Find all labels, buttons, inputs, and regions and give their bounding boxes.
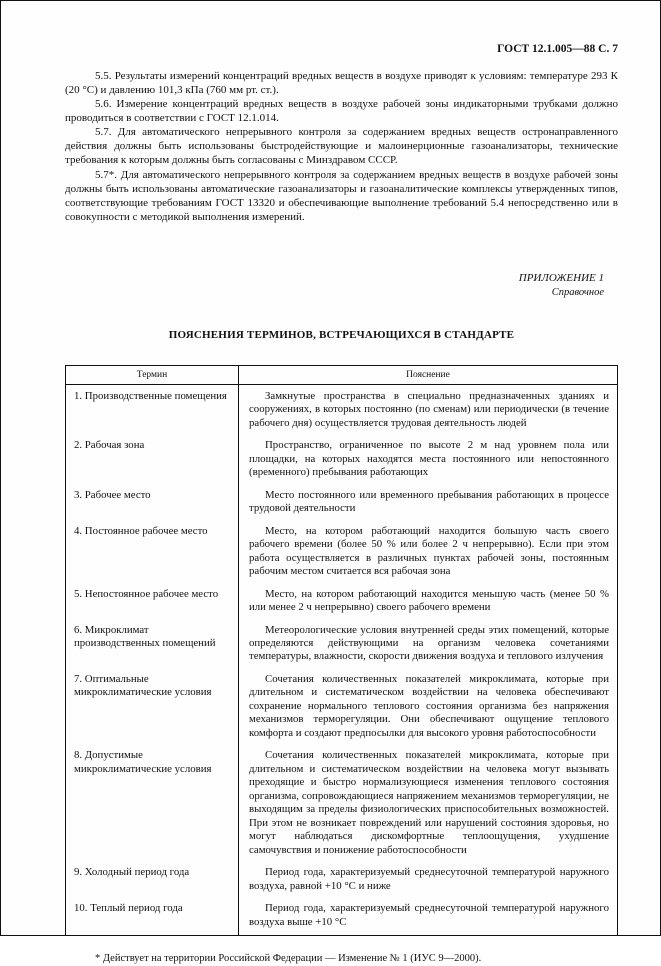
explanation-cell: Период года, характеризуемый среднесуточной температурой наружного воздуха, равной +10 °С и ниже [249, 866, 609, 892]
explanation-cell: Место, на котором работающий находится большую часть своего рабочего времени (более 50 % или более 2 ч непрерывно). Если при этом работа осуществляется в различных пунктах рабочей зоны, постоянным рабочим местом считается вся рабочая зона [249, 524, 609, 578]
table-header-row [66, 365, 618, 384]
appendix-block [65, 272, 618, 299]
table-row [66, 436, 618, 485]
term-cell: 6. Микроклимат производственных помещений [66, 621, 239, 670]
explanation-cell: Замкнутые пространства в специально предназначенных зданиях и сооружениях, в которых постоянно (по сменам) или периодически (в течение рабочего дня) осуществляется трудовая деятельность людей [249, 389, 609, 429]
term-cell: 10. Теплый период года [66, 899, 239, 935]
body-paragraphs [65, 69, 618, 224]
paragraph-5-5: 5.5. Результаты измерений концентраций вредных веществ в воздухе приводят к условиям: температуре 293 К (20 °С) и давлению 101,3 кПа (760 мм рт. ст.). [65, 70, 618, 97]
explanation-cell: Период года, характеризуемый среднесуточной температурой наружного воздуха выше +10 °С [249, 902, 609, 928]
paragraph-5-7a: 5.7*. Для автоматического непрерывного контроля за содержанием вредных веществ в воздухе рабочей зоны должны быть использованы автоматические газоанализаторы и газоаналитические комплексы утвержденных типов, соответствующие требованиям ГОСТ 13320 и обеспечивающие выполнение требований 5.4 непосредственно или в совокупности с методикой выполнения измерений. [65, 168, 618, 223]
explanation-cell: Метеорологические условия внутренней среды этих помещений, которые определяются действующими на организм человека сочетаниями температуры, влажности, скорости движения воздуха и теплового излучения [249, 623, 609, 663]
page-content [1, 1, 660, 966]
table-row [66, 746, 618, 863]
term-cell: 1. Производственные помещения [66, 384, 239, 436]
term-cell: 2. Рабочая зона [66, 436, 239, 485]
explanation-cell: Место, на котором работающий находится меньшую часть (менее 50 % или менее 2 ч непрерывно) своего рабочего времени [249, 587, 609, 614]
term-cell: 4. Постоянное рабочее место [66, 522, 239, 585]
footnote: * Действует на территории Российской Федерации — Изменение № 1 (ИУС 9—2000). [95, 953, 482, 965]
table-row [66, 863, 618, 899]
page-header: ГОСТ 12.1.005—88 С. 7 [497, 43, 618, 55]
table-row [66, 384, 618, 436]
term-cell: 3. Рабочее место [66, 486, 239, 522]
explanation-cell: Сочетания количественных показателей микроклимата, которые при длительном и систематическом воздействии на человека могут вызывать преходящие и быстро нормализующиеся изменения теплового состояния организма, сопровождающиеся напряжением механизмов терморегуляции, не выходящим за пределы физиологических приспособительных возможностей. При этом не возникает повреждений или нарушений состояния здоровья, но могут наблюдаться дискомфортные теплоощущения, ухудшение самочувствия и понижение работоспособности [249, 749, 609, 856]
paragraph-5-6: 5.6. Измерение концентраций вредных веществ в воздухе рабочей зоны индикаторными трубками должно проводиться в соответствии с ГОСТ 12.1.014. [65, 98, 618, 125]
table-row [66, 670, 618, 746]
table-row [66, 899, 618, 935]
paragraph-5-7: 5.7. Для автоматического непрерывного контроля за содержанием вредных веществ остронаправленного действия должны быть использованы быстродействующие и малоинерционные газоанализаторы, технические требования к которым должны быть согласованы с Минздравом СССР. [65, 126, 618, 167]
term-cell: 7. Оптимальные микроклиматические условия [66, 670, 239, 746]
terms-table [65, 365, 618, 936]
explanation-cell: Сочетания количественных показателей микроклимата, которые при длительном и систематическом воздействии на человека обеспечивают сохранение нормального теплового состояния организма без напряжения механизмов терморегуляции. Они обеспечивают ощущение теплового комфорта и создают предпосылки для высокого уровня работоспособности [249, 672, 609, 739]
table-row [66, 621, 618, 670]
explanation-cell: Пространство, ограниченное по высоте 2 м над уровнем пола или площадки, на которых находятся места постоянного или непостоянного (временного) пребывания работающих [249, 439, 609, 479]
table-row [66, 585, 618, 621]
table-row [66, 486, 618, 522]
term-cell: 5. Непостоянное рабочее место [66, 585, 239, 621]
term-cell: 8. Допустимые микроклиматические условия [66, 746, 239, 863]
column-header-explanation: Пояснение [239, 365, 618, 384]
appendix-label: ПРИЛОЖЕНИЕ 1 [518, 271, 604, 284]
term-cell: 9. Холодный период года [66, 863, 239, 899]
table-row [66, 522, 618, 585]
appendix-subtitle: Справочное [551, 286, 604, 298]
explanation-cell: Место постоянного или временного пребывания работающих в процессе трудовой деятельности [249, 488, 609, 515]
section-title: ПОЯСНЕНИЯ ТЕРМИНОВ, ВСТРЕЧАЮЩИХСЯ В СТАНДАРТЕ [168, 328, 515, 341]
column-header-term: Термин [66, 365, 239, 384]
